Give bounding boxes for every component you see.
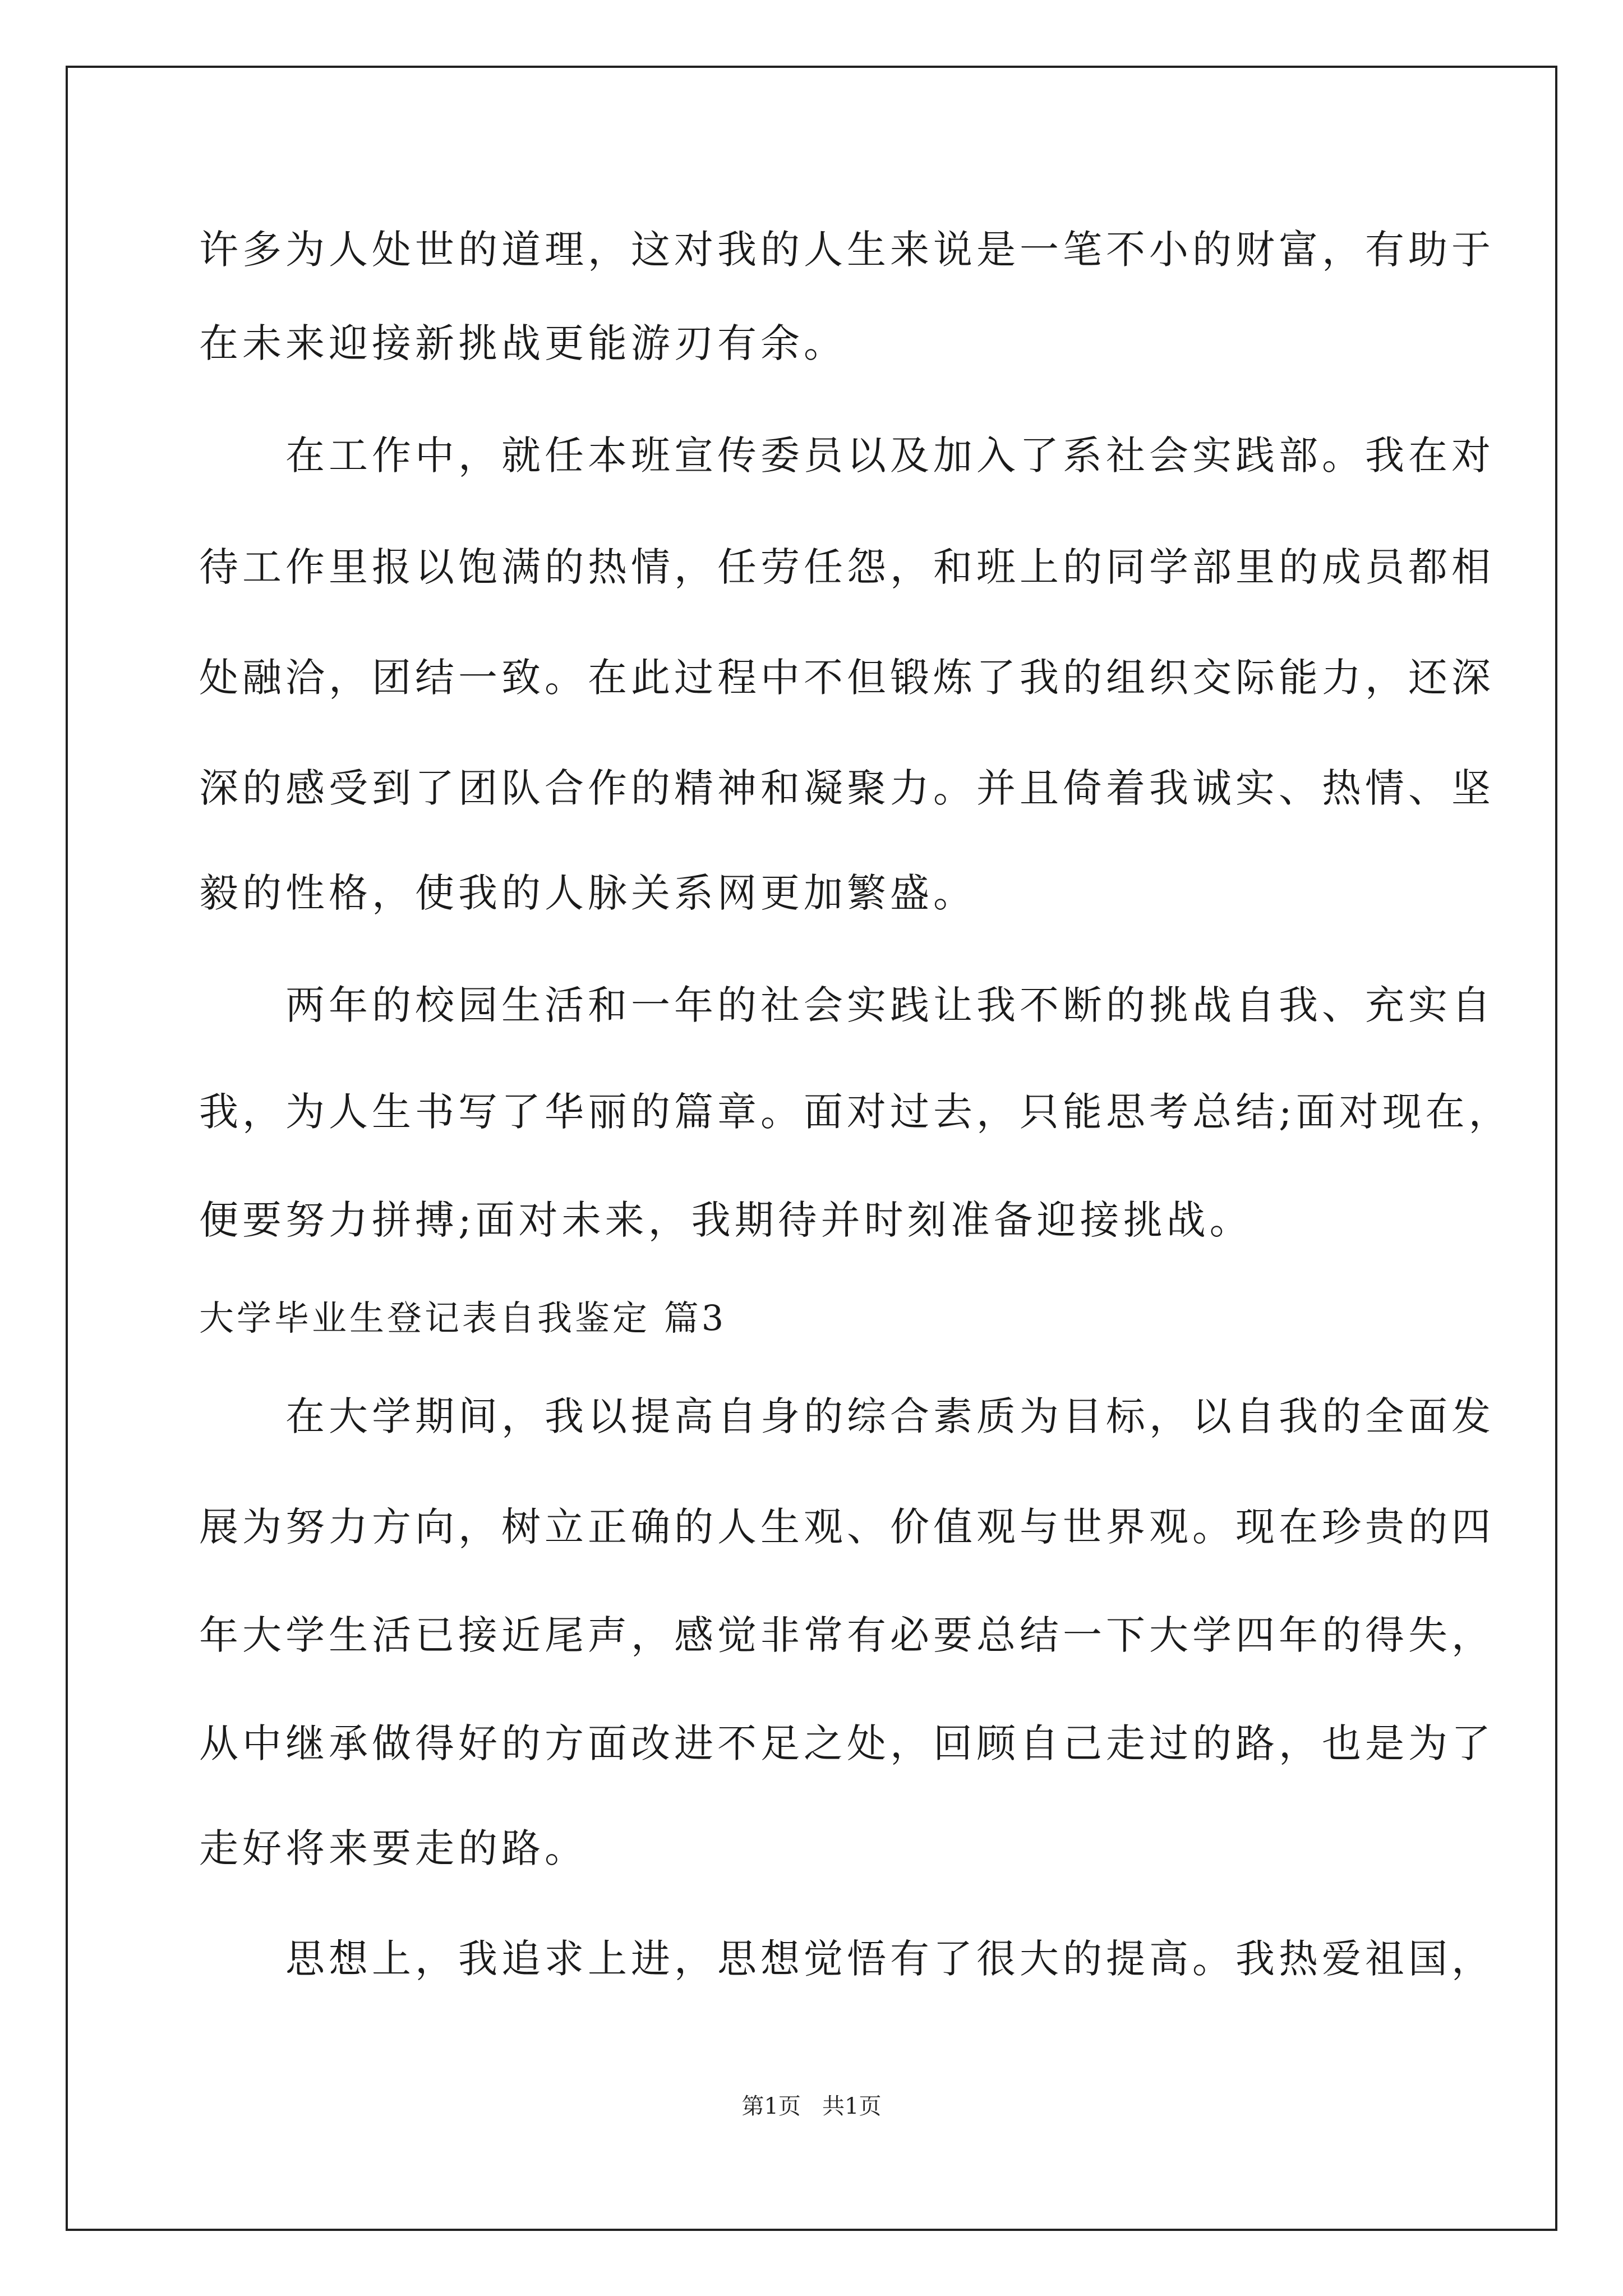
text-line: 我，为人生书写了华丽的篇章。面对过去，只能思考总结;面对现在， bbox=[199, 1089, 1512, 1135]
paragraph-start-line: 思想上，我追求上进，思想觉悟有了很大的提高。我热爱祖国， bbox=[199, 1936, 1495, 1982]
paragraph-start-line: 两年的校园生活和一年的社会实践让我不断的挑战自我、充实自 bbox=[199, 982, 1495, 1028]
text-line: 许多为人处世的道理，这对我的人生来说是一笔不小的财富，有助于 bbox=[199, 227, 1495, 273]
text-line: 展为努力方向，树立正确的人生观、价值观与世界观。现在珍贵的四 bbox=[199, 1504, 1495, 1550]
page-number-footer: 第1页 共1页 bbox=[741, 2093, 882, 2119]
text-line: 深的感受到了团队合作的精神和凝聚力。并且倚着我诚实、热情、坚 bbox=[199, 765, 1495, 811]
text-line: 便要努力拼搏;面对未来，我期待并时刻准备迎接挑战。 bbox=[199, 1197, 1253, 1243]
section-heading: 大学毕业生登记表自我鉴定 篇3 bbox=[199, 1297, 727, 1338]
text-line: 走好将来要走的路。 bbox=[199, 1825, 588, 1871]
text-line: 年大学生活已接近尾声，感觉非常有必要总结一下大学四年的得失， bbox=[199, 1612, 1495, 1658]
text-line: 在未来迎接新挑战更能游刃有余。 bbox=[199, 320, 847, 366]
text-line: 从中继承做得好的方面改进不足之处，回顾自己走过的路，也是为了 bbox=[199, 1720, 1495, 1766]
paragraph-start-line: 在大学期间，我以提高自身的综合素质为目标，以自我的全面发 bbox=[199, 1393, 1495, 1439]
paragraph-start-line: 在工作中，就任本班宣传委员以及加入了系社会实践部。我在对 bbox=[199, 432, 1495, 478]
page-border bbox=[66, 66, 1557, 2231]
text-line: 处融洽，团结一致。在此过程中不但锻炼了我的组织交际能力，还深 bbox=[199, 655, 1495, 701]
text-line: 待工作里报以饱满的热情，任劳任怨，和班上的同学部里的成员都相 bbox=[199, 544, 1495, 590]
text-line: 毅的性格，使我的人脉关系网更加繁盛。 bbox=[199, 870, 976, 916]
